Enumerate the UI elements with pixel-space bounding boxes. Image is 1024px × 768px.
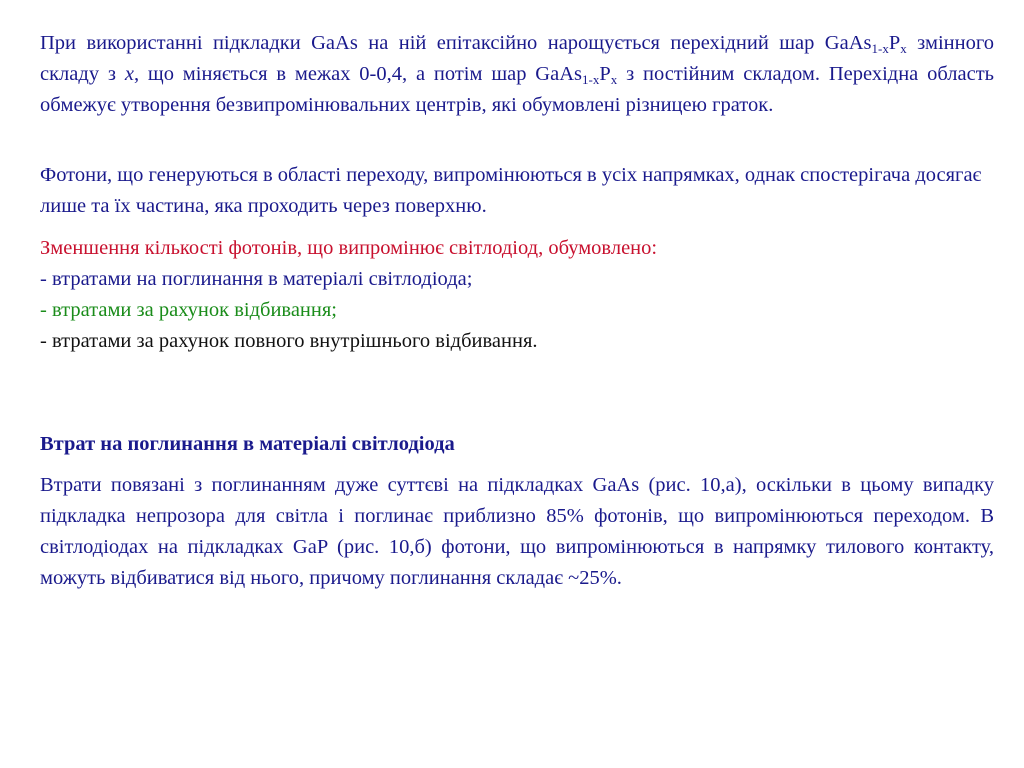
subscript: 1-x bbox=[871, 41, 889, 56]
variable-x: x bbox=[124, 63, 134, 85]
loss-item-absorption: - втратами на поглинання в матеріалі світлодіода; bbox=[40, 268, 473, 290]
loss-item-reflection: - втратами за рахунок відбивання; bbox=[40, 299, 337, 321]
losses-heading: Зменшення кількості фотонів, що випромінює світлодіод, обумовлено: bbox=[40, 237, 658, 259]
text-fragment: При використанні підкладки GaAs на ній епітаксійно нарощується перехідний шар GaAs bbox=[40, 32, 872, 54]
section-title: Втрат на поглинання в матеріалі світлодіода bbox=[40, 433, 455, 455]
text-fragment: змінного складу з bbox=[40, 32, 994, 85]
loss-item-total-internal-reflection: - втратами за рахунок повного внутрішнього відбивання. bbox=[40, 330, 538, 352]
losses-list bbox=[40, 233, 994, 357]
subscript: 1-x bbox=[581, 72, 600, 87]
text-fragment: P bbox=[599, 63, 611, 85]
subscript: x bbox=[900, 41, 907, 56]
text-fragment: P bbox=[888, 32, 901, 54]
paragraph-absorption-losses: Втрати повязані з поглинанням дуже суттєві на підкладках GaAs (рис. 10,а), оскільки в цьому випадку підкладка непрозора для світла і поглинає приблизно 85% фотонів, що випромінюються переходом. В світлодіодах на підкладках GaP (рис. 10,б) фотони, що випромінюються в напрямку тилового контакту, можуть відбиватися від нього, причому поглинання складає ~25%. bbox=[40, 474, 994, 589]
slide-content bbox=[40, 28, 994, 594]
subscript: x bbox=[610, 72, 618, 87]
paragraph-photon-emission: Фотони, що генеруються в області переходу, випромінюються в усіх напрямках, однак спостерігача досягає лише та їх частина, яка проходить через поверхню. bbox=[40, 164, 982, 217]
text-fragment: , що міняється в межах 0-0,4, а потім шар GaAs bbox=[133, 63, 582, 85]
paragraph-substrate-layers bbox=[40, 28, 994, 121]
text-fragment: з постійним складом. Перехідна область обмежує утворення безвипромінювальних центрів, які обумовлені різницею граток. bbox=[40, 63, 995, 116]
